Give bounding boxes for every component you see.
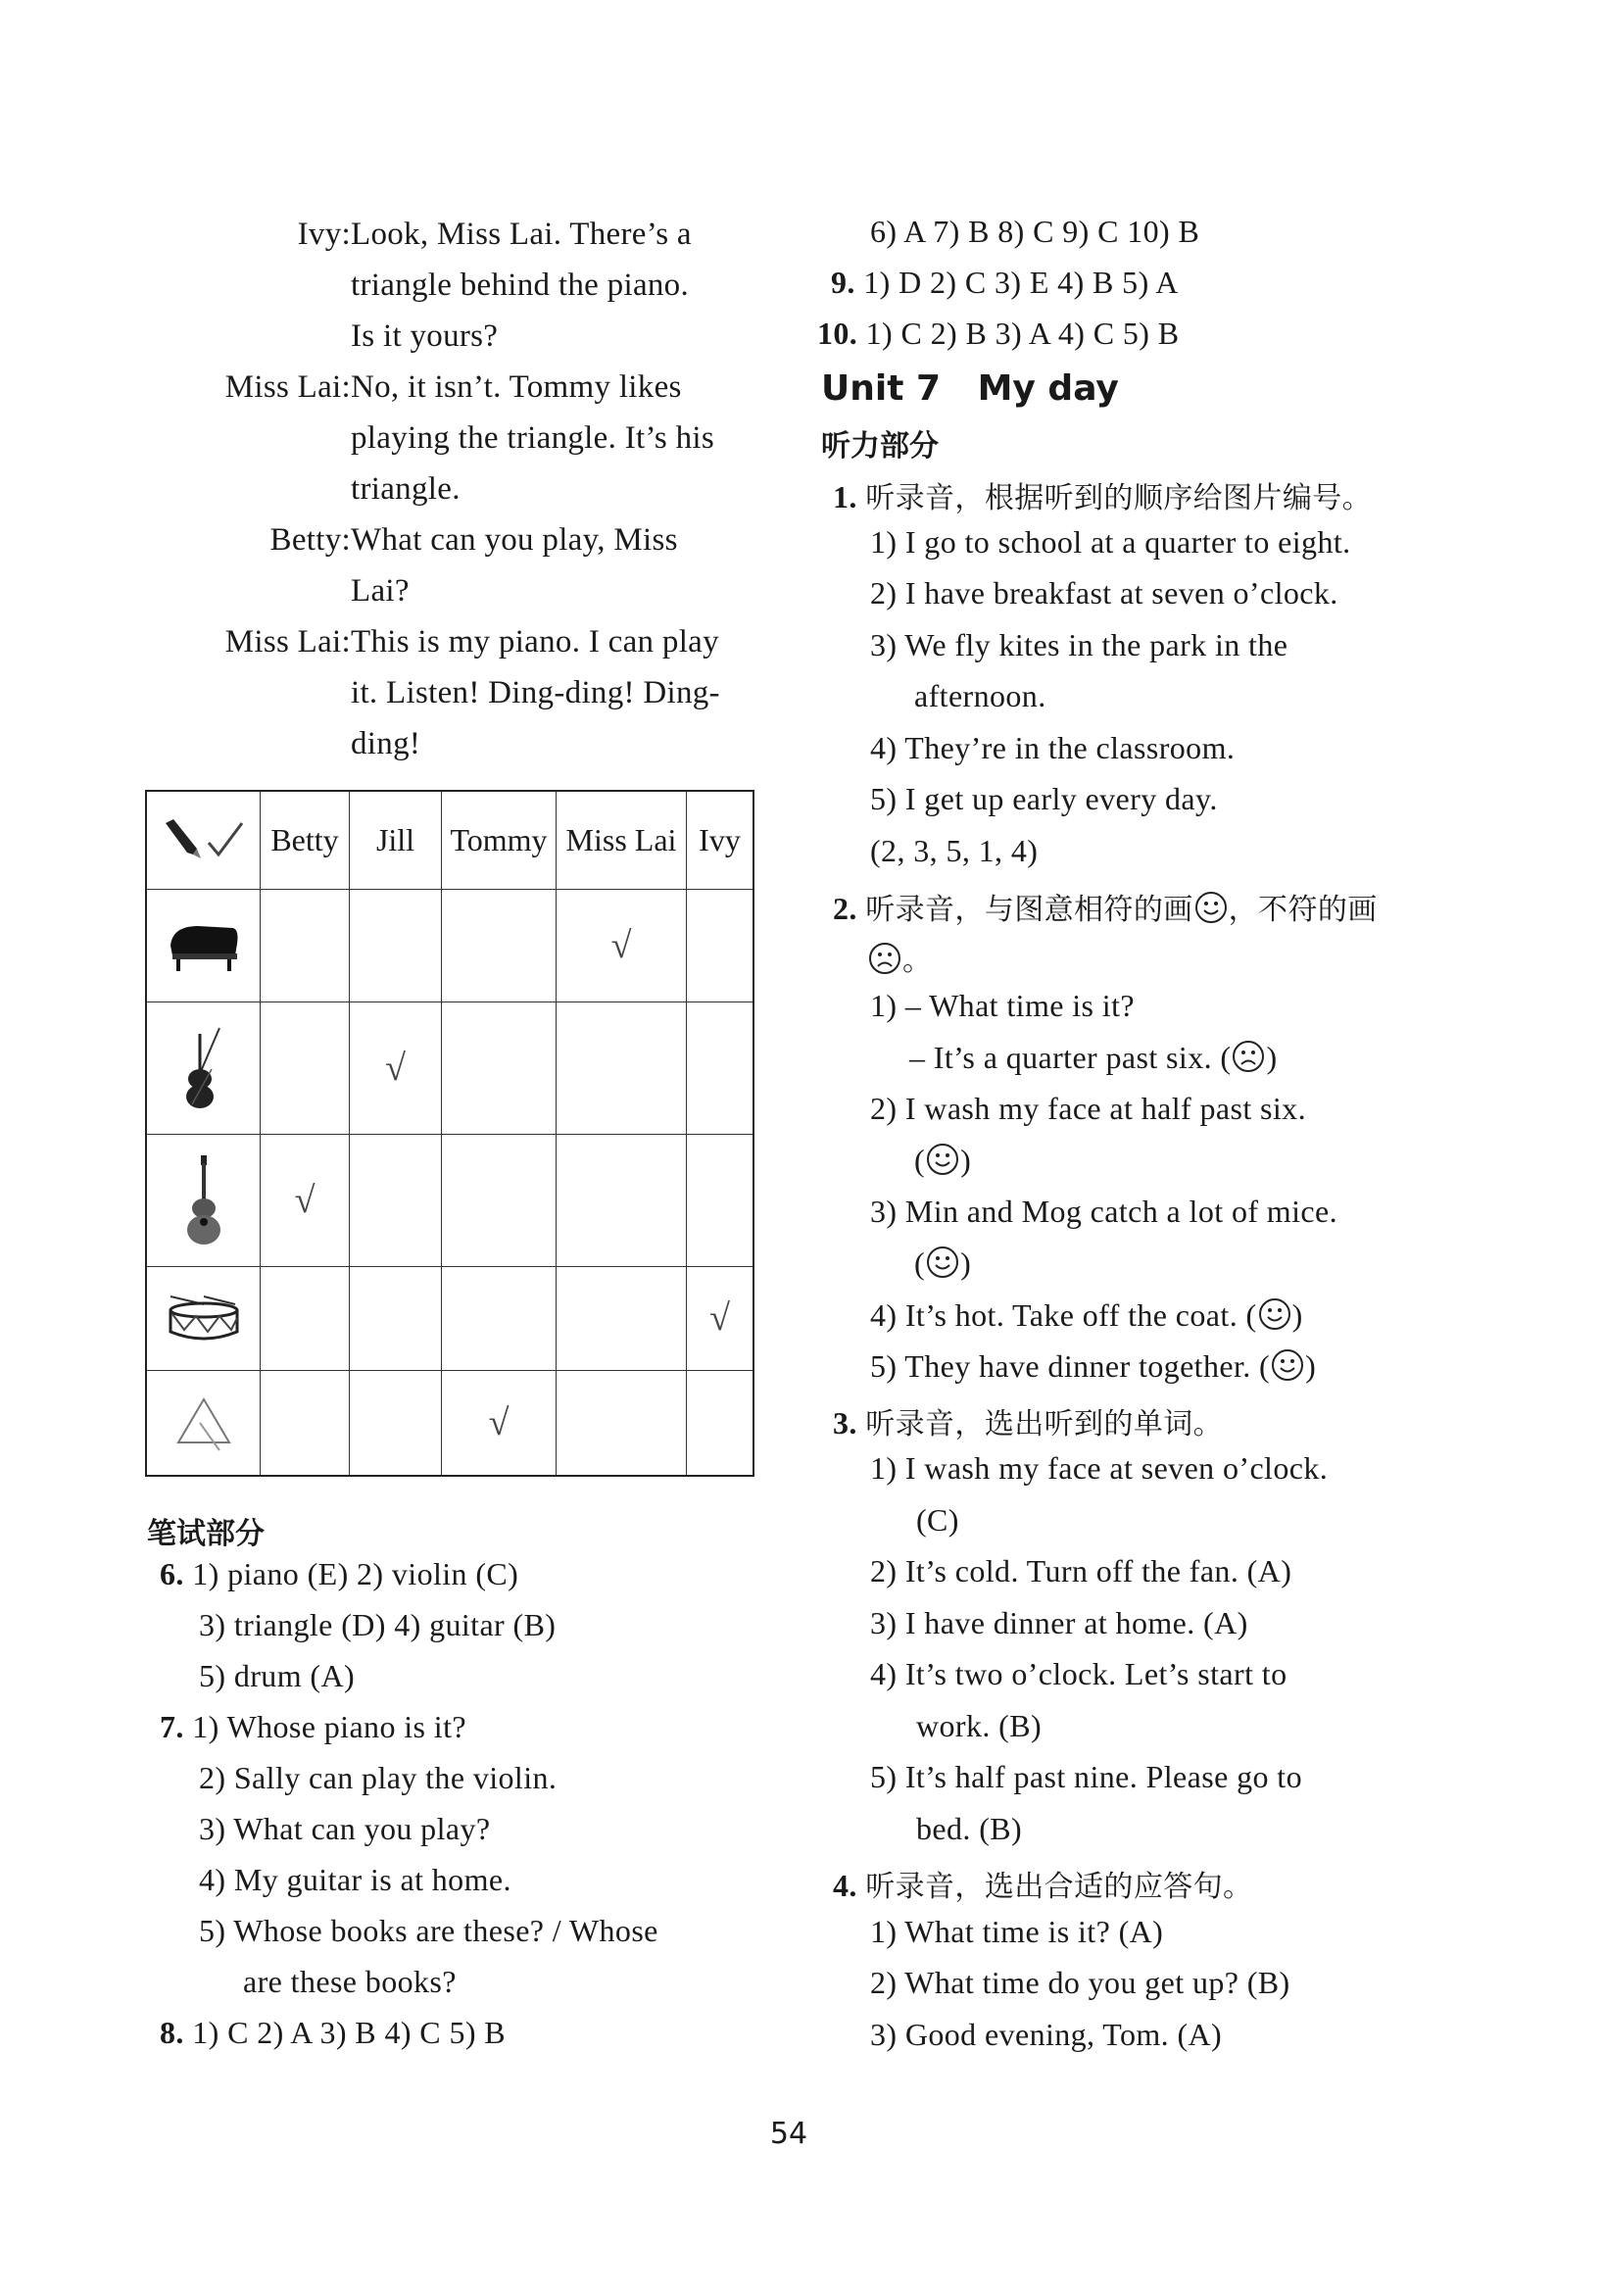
tick-cell (557, 1134, 687, 1266)
tick-mark: √ (488, 1401, 510, 1443)
speaker-betty: Betty: (269, 522, 351, 558)
answer-line: 5) It’s half past nine. Please go to (870, 1759, 1302, 1794)
answer-line: 4) It’s hot. Take off the coat. ( ) (870, 1297, 1303, 1333)
tick-cell (350, 889, 442, 1001)
tick-cell (261, 1266, 350, 1370)
instrument-cell (146, 1001, 261, 1134)
answer-line: 8. 1) C 2) A 3) B 4) C 5) B (160, 2015, 507, 2050)
drum-icon (165, 1291, 243, 1345)
table-row (146, 1001, 753, 1134)
answer-line: 3) Min and Mog catch a lot of mice. (870, 1194, 1337, 1229)
tick-cell (442, 1370, 557, 1476)
answer-line: 5) drum (A) (199, 1658, 356, 1693)
unit-title: Unit 7 My day (821, 368, 1119, 409)
answer-line: 4) They’re in the classroom. (870, 730, 1236, 765)
question-prompt: 4. 听录音，选出合适的应答句。 (833, 1868, 1253, 1904)
answer-line: 6. 1) piano (E) 2) violin (C) (160, 1556, 519, 1591)
answer-line: 5) I get up early every day. (870, 781, 1218, 816)
column-header-tommy: Tommy (442, 791, 557, 889)
smiley-icon (925, 1142, 960, 1177)
smiley-icon (1270, 1347, 1305, 1383)
tick-cell (261, 1001, 350, 1134)
guitar-icon (179, 1153, 228, 1247)
instrument-cell (146, 889, 261, 1001)
violin-icon (174, 1024, 233, 1112)
dialogue-text: triangle. (351, 471, 461, 507)
answer-line: are these books? (243, 1964, 457, 1999)
table-row (146, 889, 753, 1001)
tick-mark: √ (385, 1047, 406, 1089)
pencil-tick-header (146, 791, 261, 889)
answer-line: 2) I wash my face at half past six. (870, 1091, 1306, 1126)
column-header-jill: Jill (350, 791, 442, 889)
listening-section-heading: 听力部分 (821, 429, 939, 464)
table-row (146, 1370, 753, 1476)
pencil-icon (160, 815, 248, 864)
page-number: 54 (769, 2117, 808, 2151)
answer-line: (2, 3, 5, 1, 4) (870, 833, 1039, 868)
instrument-cell (146, 1134, 261, 1266)
smiley-icon (1193, 890, 1229, 925)
answer-line: 10. 1) C 2) B 3) A 4) C 5) B (817, 316, 1180, 351)
tick-cell (557, 1370, 687, 1476)
answer-line: 3) We fly kites in the park in the (870, 627, 1288, 662)
tick-cell (687, 1134, 754, 1266)
answer-line: 2) What time do you get up? (B) (870, 1965, 1290, 2000)
answer-line: afternoon. (914, 678, 1046, 713)
tick-cell (442, 1001, 557, 1134)
answer-line: 2) It’s cold. Turn off the fan. (A) (870, 1553, 1292, 1588)
answer-line: 3) I have dinner at home. (A) (870, 1605, 1248, 1640)
column-header-betty: Betty (261, 791, 350, 889)
answer-line: bed. (B) (916, 1811, 1023, 1846)
tick-cell (557, 1001, 687, 1134)
table-row (146, 1134, 753, 1266)
instrument-table (145, 790, 754, 1477)
tick-cell (261, 1134, 350, 1266)
triangle-icon (172, 1393, 235, 1452)
tick-mark: √ (294, 1179, 316, 1221)
answer-line: 1) I wash my face at seven o’clock. (870, 1450, 1329, 1486)
tick-cell (350, 1266, 442, 1370)
speaker-miss-lai: Miss Lai: (224, 369, 351, 405)
dialogue-text: This is my piano. I can play (351, 624, 719, 659)
tick-cell (687, 1370, 754, 1476)
answer-line: 5) Whose books are these? / Whose (199, 1913, 658, 1948)
dialogue-text: it. Listen! Ding-ding! Ding- (351, 675, 720, 710)
answer-line: 3) What can you play? (199, 1811, 491, 1846)
tick-cell (261, 1370, 350, 1476)
answer-line: 1) What time is it? (A) (870, 1914, 1164, 1949)
answer-line: 5) They have dinner together. ( ) (870, 1348, 1317, 1384)
answer-line: 1) I go to school at a quarter to eight. (870, 524, 1351, 560)
answer-line: – It’s a quarter past six. ( ) (909, 1040, 1278, 1075)
dialogue-text: triangle behind the piano. (351, 268, 690, 303)
tick-cell (350, 1134, 442, 1266)
answer-line: 2) Sally can play the violin. (199, 1760, 558, 1795)
tick-cell (557, 1266, 687, 1370)
tick-cell (687, 1266, 754, 1370)
dialogue-text: Lai? (351, 573, 410, 609)
dialogue-text: Look, Miss Lai. There’s a (351, 217, 692, 252)
question-prompt: 3. 听录音，选出听到的单词。 (833, 1405, 1224, 1441)
answer-line: 4) My guitar is at home. (199, 1862, 511, 1897)
answer-line: 7. 1) Whose piano is it? (160, 1709, 466, 1744)
dialogue-text: playing the triangle. It’s his (351, 420, 715, 456)
dialogue-text: What can you play, Miss (351, 522, 678, 558)
answer-line: 9. 1) D 2) C 3) E 4) B 5) A (831, 265, 1179, 300)
tick-cell (442, 1134, 557, 1266)
dialogue-text: No, it isn’t. Tommy likes (351, 369, 682, 405)
tick-mark: √ (610, 924, 632, 966)
written-section-heading: 笔试部分 (147, 1517, 265, 1551)
question-prompt-cont: 。 (867, 936, 932, 979)
answer-line: ( ) (914, 1143, 972, 1178)
answer-line: 2) I have breakfast at seven o’clock. (870, 575, 1338, 611)
tick-cell (350, 1001, 442, 1134)
tick-cell (687, 1001, 754, 1134)
answer-line: 6) A 7) B 8) C 9) C 10) B (870, 214, 1200, 249)
instrument-cell (146, 1370, 261, 1476)
answer-line: (C) (916, 1502, 959, 1538)
tick-cell (261, 889, 350, 1001)
smiley-icon (925, 1245, 960, 1280)
answer-line: 1) – What time is it? (870, 988, 1135, 1023)
sad-face-icon (1231, 1039, 1266, 1074)
answer-line: 3) triangle (D) 4) guitar (B) (199, 1607, 557, 1642)
column-header-miss-lai: Miss Lai (557, 791, 687, 889)
answer-line: work. (B) (916, 1708, 1043, 1743)
smiley-icon (1257, 1296, 1292, 1332)
sad-face-icon (867, 941, 902, 976)
tick-cell (557, 889, 687, 1001)
column-header-ivy: Ivy (687, 791, 754, 889)
table-row (146, 1266, 753, 1370)
instrument-cell (146, 1266, 261, 1370)
tick-cell (442, 1266, 557, 1370)
answer-line: 4) It’s two o’clock. Let’s start to (870, 1656, 1287, 1691)
dialogue-text: ding! (351, 726, 421, 761)
answer-line: 3) Good evening, Tom. (A) (870, 2017, 1223, 2052)
tick-cell (442, 889, 557, 1001)
tick-cell (350, 1370, 442, 1476)
speaker-ivy: Ivy: (297, 217, 351, 252)
piano-icon (165, 916, 243, 975)
dialogue (147, 209, 774, 769)
tick-cell (687, 889, 754, 1001)
question-prompt: 1. 听录音，根据听到的顺序给图片编号。 (833, 479, 1373, 515)
dialogue-text: Is it yours? (351, 318, 499, 354)
question-prompt: 2. 听录音，与图意相符的画 ，不符的画 (833, 891, 1378, 927)
tick-mark: √ (709, 1297, 730, 1339)
answer-line: ( ) (914, 1246, 972, 1281)
speaker-miss-lai: Miss Lai: (224, 624, 351, 659)
